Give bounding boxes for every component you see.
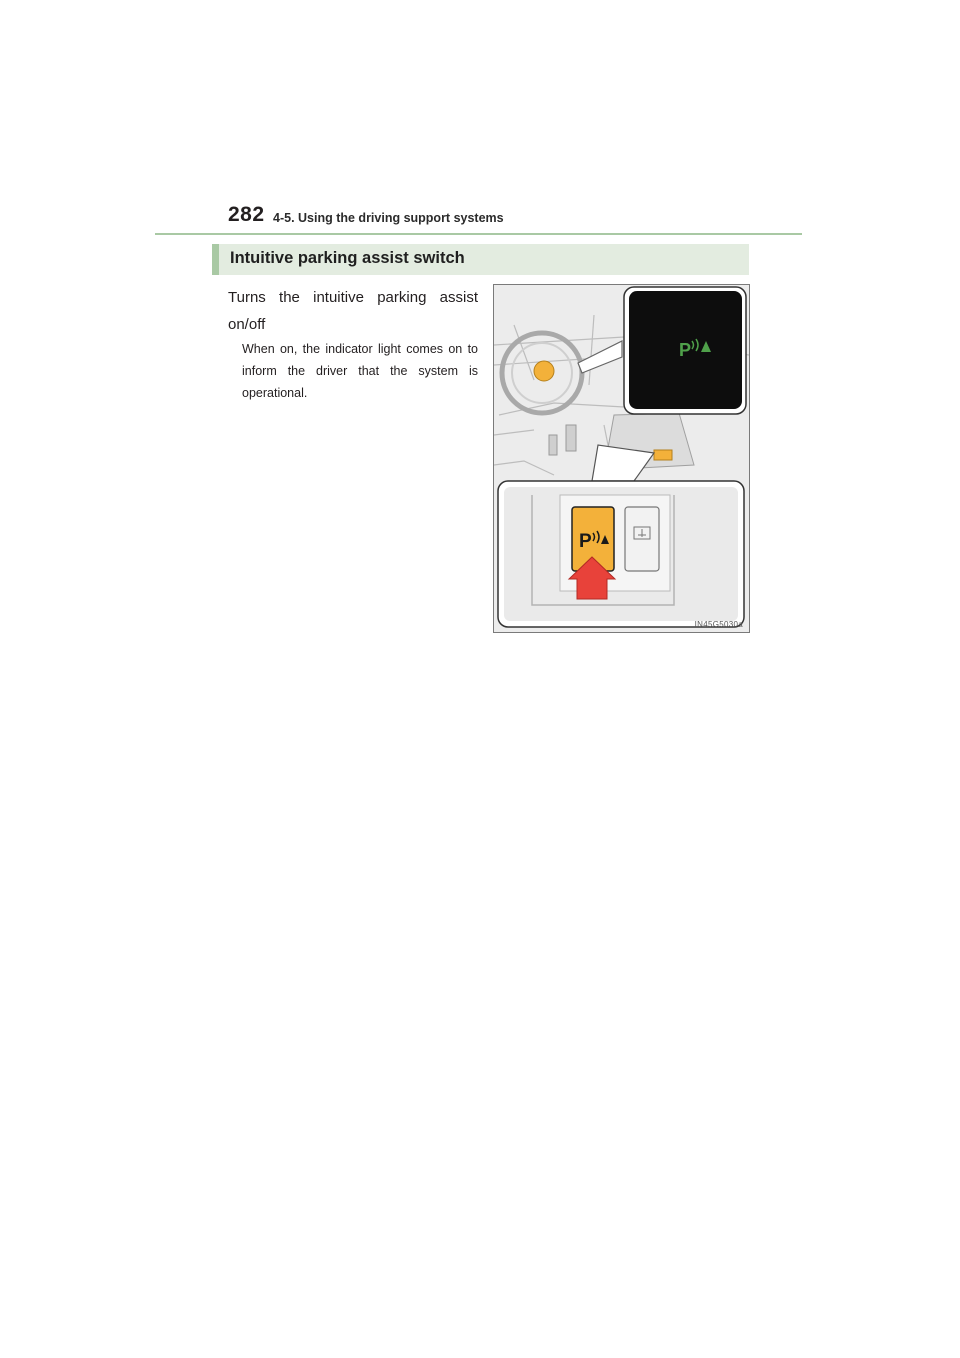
note-text: When on, the indicator light comes on to inform the driver that the system is operational. (242, 342, 478, 400)
header-rule (155, 233, 802, 235)
switch-p-icon: P (579, 531, 592, 552)
section-heading (212, 244, 749, 275)
body-text: Turns the intuitive parking assist on/off (228, 289, 478, 333)
steering-wheel-icon (502, 333, 582, 413)
section-heading-text: Intuitive parking assist switch (230, 249, 465, 267)
section-path: 4-5. Using the driving support systems (273, 211, 504, 225)
indicator-inset (624, 287, 746, 414)
figure-code: IN45G5030a (694, 620, 743, 629)
switch-panel-inset (498, 481, 744, 627)
switch-illustration (493, 284, 750, 633)
indicator-p-icon: P (679, 340, 692, 360)
page-header (228, 203, 802, 235)
cockpit-diagram (494, 285, 749, 632)
page-number: 282 (228, 203, 265, 226)
